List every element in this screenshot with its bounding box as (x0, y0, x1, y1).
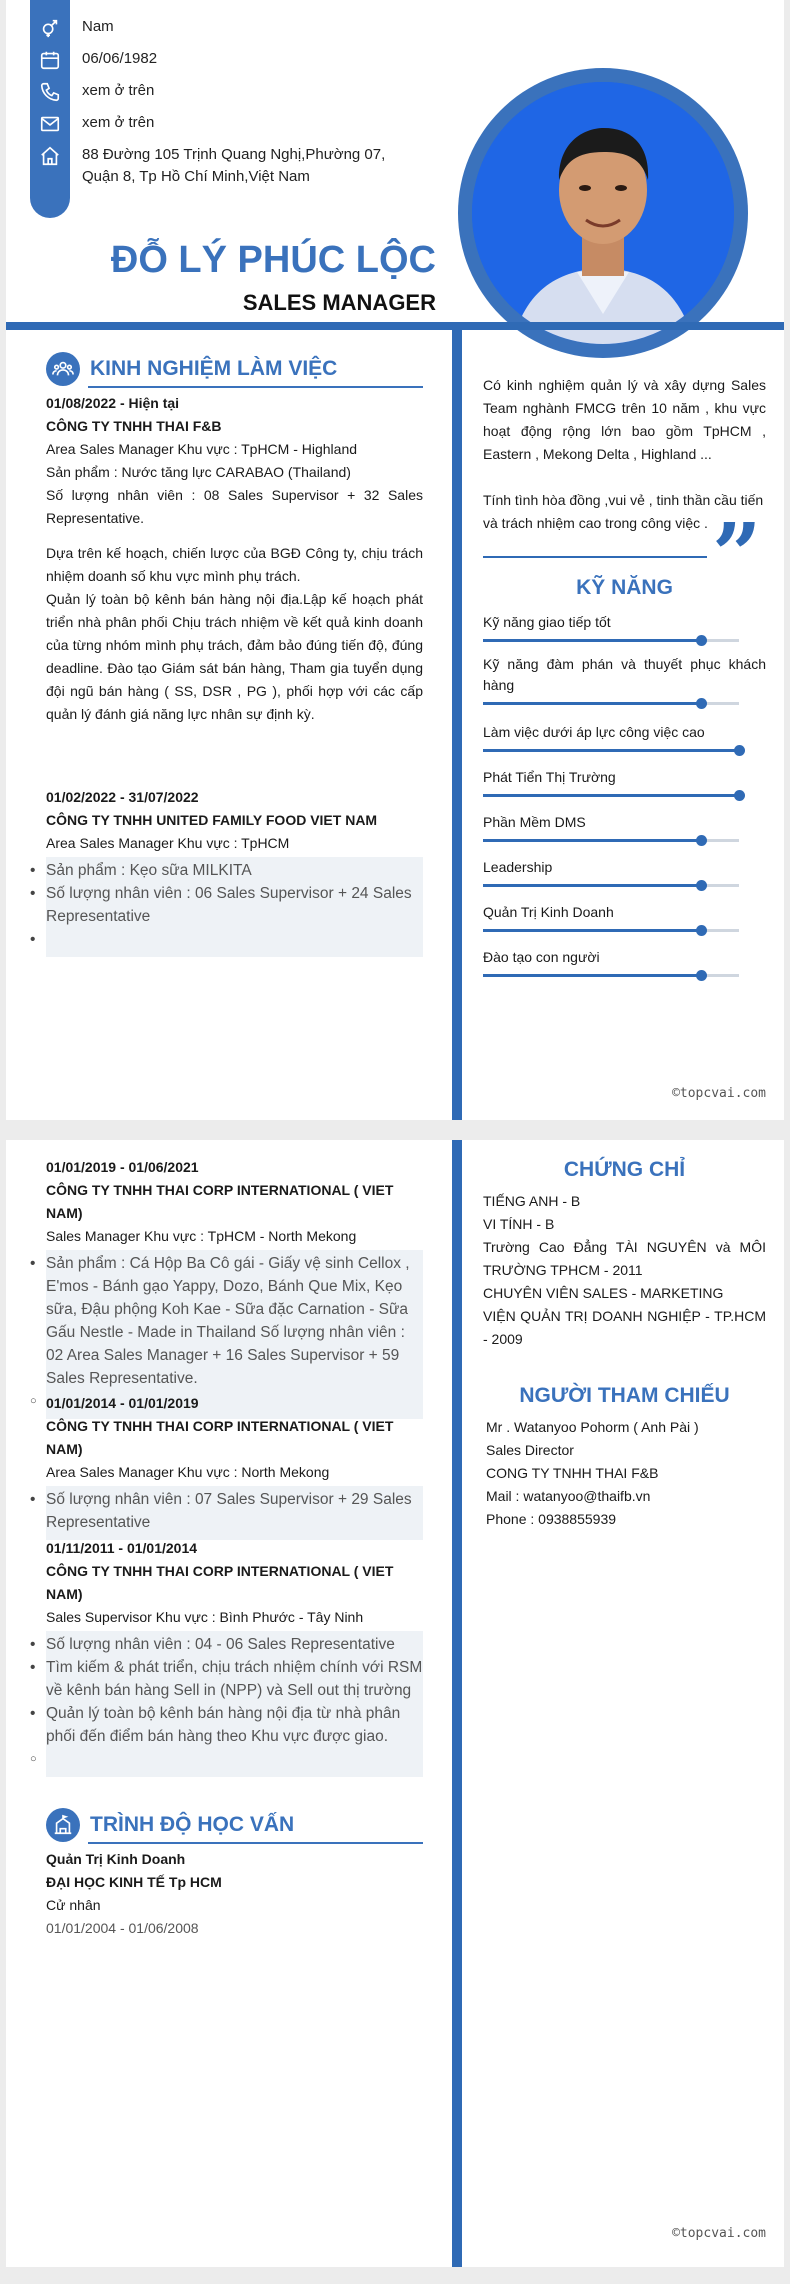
job-role: Sales Supervisor Khu vực : Bình Phước - Tây Ninh (46, 1609, 364, 1625)
skill-level-bar (483, 749, 739, 752)
certificate-item: Trường Cao Đẳng TÀI NGUYÊN và MÔI TRƯỜNG TPHCM - 2011 (483, 1239, 766, 1278)
job-company: CÔNG TY TNHH UNITED FAMILY FOOD VIET NAM (46, 812, 378, 828)
gender-text: Nam (82, 18, 114, 35)
certificates-list (483, 1190, 766, 1351)
bullet-item: • Số lượng nhân viên : 04 - 06 Sales Representative (46, 1633, 423, 1656)
experience-title: KINH NGHIỆM LÀM VIỆC (90, 357, 338, 380)
skill-item (483, 902, 766, 932)
bullet-item: • Tìm kiếm & phát triển, chịu trách nhiệm chính với RSM về kênh bán hàng Sell in (NPP) và Sell out thị trường (46, 1656, 423, 1702)
header-divider (6, 322, 784, 330)
cv-page-2 (6, 1140, 784, 2267)
job-bullets (46, 857, 423, 957)
job-entry-5 (46, 1537, 423, 1777)
job-staff: Số lượng nhân viên : 08 Sales Supervisor + 32 Sales Representative. (46, 487, 423, 526)
school-icon (46, 1808, 80, 1842)
reference-name: Mr . Watanyoo Pohorm ( Anh Pài ) (486, 1419, 699, 1435)
job-role: Area Sales Manager Khu vực : TpHCM - Highland (46, 441, 358, 457)
skill-level-bar (483, 639, 739, 642)
portrait-illustration (472, 82, 734, 344)
skill-level-knob (696, 970, 707, 981)
skill-item (483, 722, 766, 752)
job-date: 01/01/2014 - 01/01/2019 (46, 1395, 199, 1411)
job-role: Sales Manager Khu vực : TpHCM - North Mekong (46, 1228, 357, 1244)
job-role: Area Sales Manager Khu vực : North Mekong (46, 1464, 330, 1480)
bullet-item (46, 928, 423, 951)
skill-name: Phần Mềm DMS (483, 814, 586, 830)
certificate-item: VI TÍNH - B (483, 1216, 555, 1232)
skill-level-bar (483, 974, 739, 977)
education-entry (46, 1848, 423, 1940)
skill-item (483, 767, 766, 797)
skill-level-knob (696, 835, 707, 846)
education-title: TRÌNH ĐỘ HỌC VẤN (90, 1813, 295, 1836)
skill-name: Đào tạo con người (483, 949, 600, 965)
bullet-item: • Quản lý toàn bộ kênh bán hàng nội địa từ nhà phân phối đến điểm bán hàng theo Khu vực được giao. (46, 1702, 423, 1748)
experience-heading (46, 352, 337, 386)
contact-phone (30, 80, 412, 104)
quote-icon: ” (712, 505, 762, 606)
skill-name: Quản Trị Kinh Doanh (483, 904, 614, 920)
skill-level-knob (696, 880, 707, 891)
bullet-item: • Số lượng nhân viên : 06 Sales Supervisor + 24 Sales Representative (46, 882, 423, 928)
skill-item (483, 654, 766, 705)
contact-dob (30, 48, 412, 72)
skill-level-knob (696, 635, 707, 646)
job-bullets (46, 1486, 423, 1540)
skill-level-bar (483, 929, 739, 932)
reference-company: CONG TY TNHH THAI F&B (486, 1465, 659, 1481)
skill-level-bar (483, 884, 739, 887)
home-icon (30, 144, 70, 168)
bullet-item: • Sản phẩm : Kẹo sữa MILKITA (46, 859, 423, 882)
dob-text: 06/06/1982 (82, 50, 158, 67)
cv-page-1 (6, 0, 784, 1120)
skill-name: Kỹ năng giao tiếp tốt (483, 614, 611, 630)
skill-level-knob (696, 698, 707, 709)
skill-level-knob (734, 745, 745, 756)
phone-icon (30, 80, 70, 104)
summary-underline (483, 556, 707, 558)
job-role: Area Sales Manager Khu vực : TpHCM (46, 835, 290, 851)
reference-position: Sales Director (486, 1442, 574, 1458)
watermark: ©topcvai.com (672, 2226, 766, 2241)
skill-item (483, 947, 766, 977)
job-product: Sản phẩm : Nước tăng lực CARABAO (Thailand) (46, 464, 351, 480)
education-underline (88, 1842, 423, 1844)
reference-phone: Phone : 0938855939 (486, 1511, 617, 1527)
skill-level-bar (483, 839, 739, 842)
education-school: ĐẠI HỌC KINH TẾ Tp HCM (46, 1874, 222, 1890)
job-date: 01/11/2011 - 01/01/2014 (46, 1540, 198, 1556)
candidate-name: ĐỖ LÝ PHÚC LỘC (110, 239, 436, 281)
contact-email (30, 112, 412, 136)
job-company: CÔNG TY TNHH THAI CORP INTERNATIONAL ( VIET NAM) (46, 1563, 394, 1602)
skill-item (483, 857, 766, 887)
skill-item (483, 812, 766, 842)
job-entry-1 (46, 392, 423, 726)
candidate-title: SALES MANAGER (242, 290, 436, 315)
column-divider (452, 322, 462, 1120)
job-date: 01/02/2022 - 31/07/2022 (46, 789, 199, 805)
skill-item (483, 612, 766, 642)
calendar-icon (30, 48, 70, 72)
skill-level-bar (483, 702, 739, 705)
skill-level-knob (734, 790, 745, 801)
skill-level-bar (483, 794, 739, 797)
education-degree: Cử nhân (46, 1897, 101, 1913)
skill-name: Leadership (483, 859, 553, 875)
certificates-title: CHỨNG CHỈ (563, 1158, 686, 1181)
skills-title: KỸ NĂNG (576, 576, 673, 599)
certificate-item: VIỆN QUẢN TRỊ DOANH NGHIỆP - TP.HCM - 2009 (483, 1308, 766, 1347)
summary-paragraph-1: Có kinh nghiệm quản lý và xây dựng Sales Team nghành FMCG trên 10 năm , khu vực hoạt động rộng lớn bao gồm TpHCM , Eastern , Mekong Delta , Highland ... (483, 377, 766, 462)
job-company: CÔNG TY TNHH THAI F&B (46, 418, 222, 434)
job-date: 01/08/2022 - Hiện tại (46, 395, 180, 411)
job-entry-2 (46, 786, 423, 957)
skill-name: Kỹ năng đàm phán và thuyết phục khách hàng (483, 656, 766, 693)
reference-mail: Mail : watanyoo@thaifb.vn (486, 1488, 651, 1504)
phone-text: xem ở trên (82, 82, 155, 99)
skill-level-knob (696, 925, 707, 936)
reference-title: NGƯỜI THAM CHIẾU (519, 1384, 730, 1407)
education-major: Quản Trị Kinh Doanh (46, 1851, 186, 1867)
email-text: xem ở trên (82, 114, 155, 131)
certificate-item: TIẾNG ANH - B (483, 1193, 581, 1209)
bullet-item: • Số lượng nhân viên : 07 Sales Supervisor + 29 Sales Representative (46, 1488, 423, 1534)
certificate-item: CHUYÊN VIÊN SALES - MARKETING (483, 1285, 724, 1301)
contact-gender (30, 16, 412, 40)
column-divider (452, 1140, 462, 2267)
profile-photo (458, 68, 748, 338)
gender-icon (30, 16, 70, 40)
skill-name: Làm việc dưới áp lực công việc cao (483, 724, 705, 740)
job-entry-4 (46, 1392, 423, 1540)
reference-block (486, 1416, 769, 1531)
job-date: 01/01/2019 - 01/06/2021 (46, 1159, 199, 1175)
summary-paragraph-2: Tính tình hòa đồng ,vui vẻ , tinh thần cầu tiến và trách nhiệm cao trong công việc . (483, 492, 764, 531)
address-text: 88 Đường 105 Trịnh Quang Nghị,Phường 07, Quận 8, Tp Hồ Chí Minh,Việt Nam (82, 146, 386, 185)
job-description: Quản lý toàn bộ kênh bán hàng nội địa.Lập kế hoạch phát triển nhà phân phối Chịu trách nhiệm về kết quả kinh doanh của từng nhóm mình phụ trách, đảm bảo đúng tiến độ, đúng deadline. Đào tạo Giám sát bán hàng, Tham gia tuyển dụng đội ngũ bán hàng ( SS, DSR , PG ), phối hợp với các cấp quản lý đánh giá năng lực nhân sự định kỳ. (46, 591, 423, 722)
team-icon (46, 352, 80, 386)
job-company: CÔNG TY TNHH THAI CORP INTERNATIONAL ( VIET NAM) (46, 1182, 394, 1221)
job-entry-3 (46, 1156, 423, 1419)
education-heading (46, 1808, 294, 1842)
watermark: ©topcvai.com (672, 1086, 766, 1101)
mail-icon (30, 112, 70, 136)
job-description: Dựa trên kế hoạch, chiến lược của BGĐ Công ty, chịu trách nhiệm doanh số khu vực mình phụ trách. (46, 545, 423, 584)
skill-name: Phát Tiển Thị Trường (483, 769, 616, 785)
bullet-item (46, 1748, 423, 1771)
job-company: CÔNG TY TNHH THAI CORP INTERNATIONAL ( VIET NAM) (46, 1418, 394, 1457)
education-period: 01/01/2004 - 01/06/2008 (46, 1920, 199, 1936)
experience-underline (88, 386, 423, 388)
contact-address (30, 144, 412, 188)
job-bullets (46, 1631, 423, 1777)
bullet-item: • Sản phẩm : Cá Hộp Ba Cô gái - Giấy vệ sinh Cellox , E'mos - Bánh gạo Yappy, Dozo, Bánh Que Mix, Kẹo sữa, Đậu phộng Koh Kae - Sữa đặc Carnation - Sữa Gấu Nestle - Made in Thailand Số lượng nhân viên : 02 Area Sales Manager + 16 Sales Supervisor + 59 Sales Representative. (46, 1252, 423, 1390)
